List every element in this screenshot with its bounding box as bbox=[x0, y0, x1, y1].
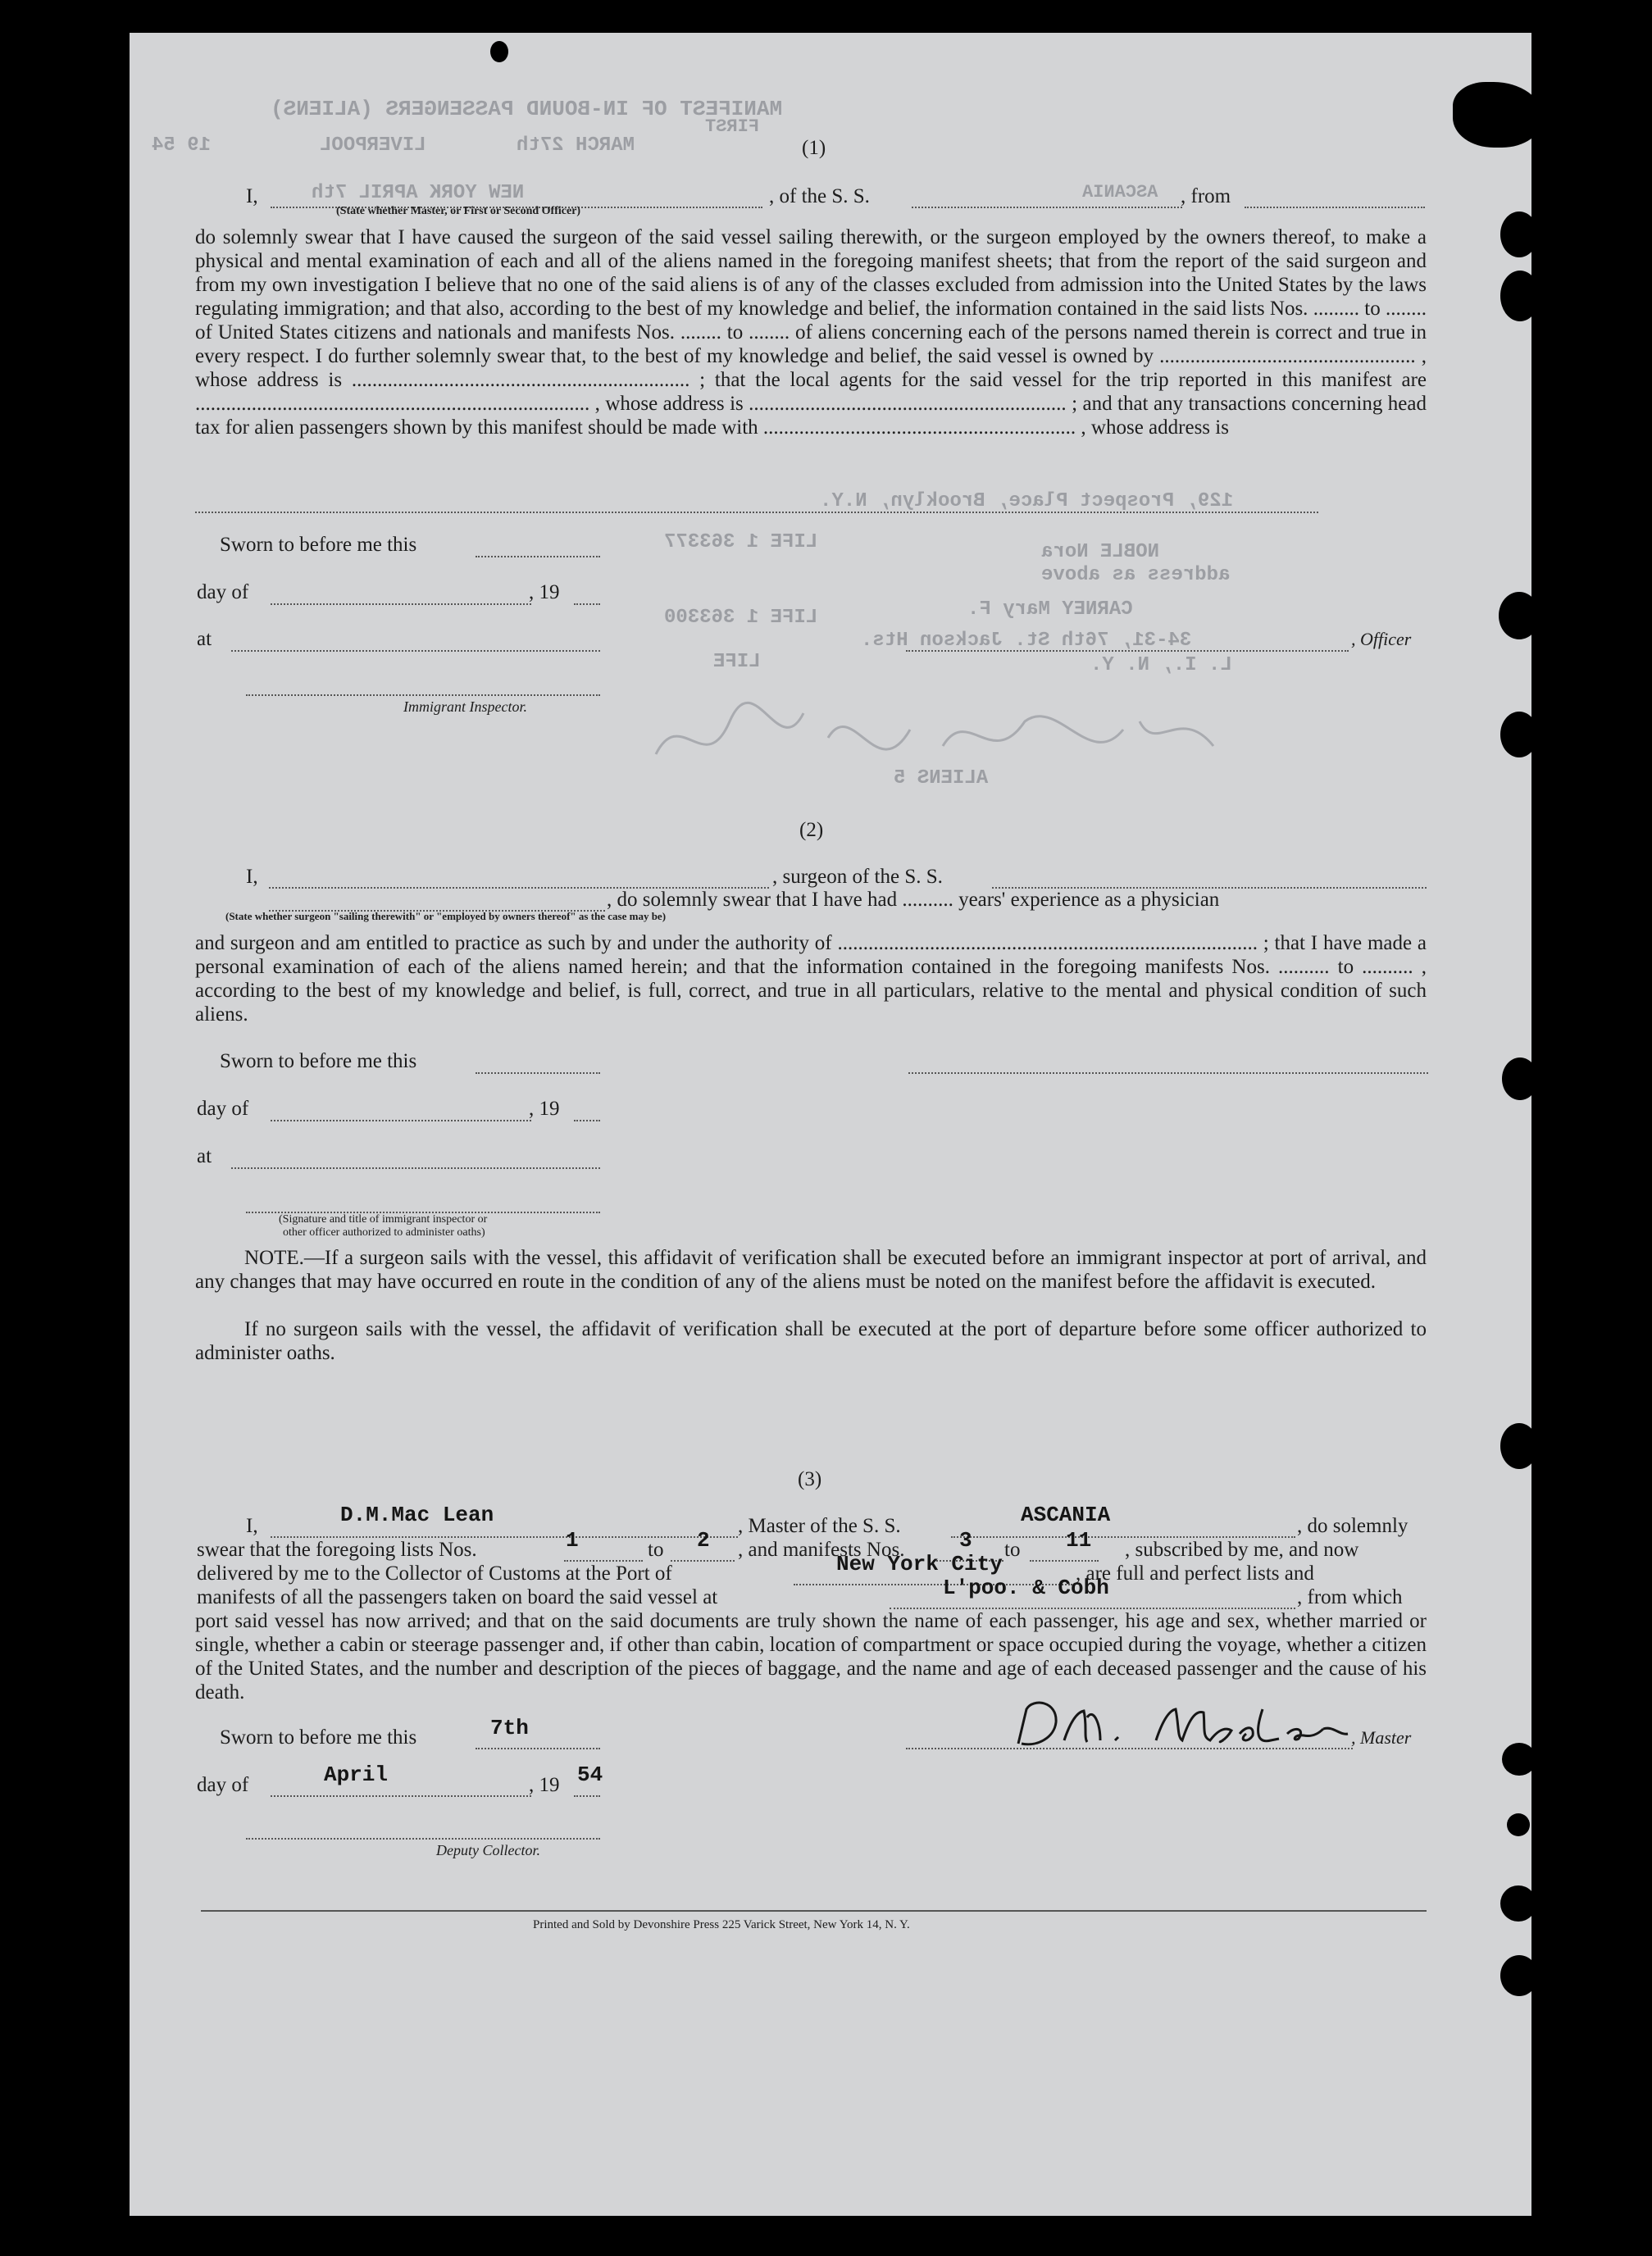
s3-master-name: D.M.Mac Lean bbox=[340, 1503, 494, 1527]
master-signature bbox=[1008, 1693, 1353, 1754]
s1-at-label: at bbox=[197, 628, 212, 650]
punch-hole bbox=[1502, 1743, 1536, 1776]
ghost-note-10: ALIENS 5 bbox=[894, 767, 989, 789]
s3-solemnly-label: , do solemnly bbox=[1297, 1515, 1409, 1537]
s3-year-label: , 19 bbox=[529, 1774, 560, 1796]
s1-officer-note: (State whether Master, or First or Second Officer) bbox=[336, 205, 581, 217]
punch-hole bbox=[1500, 271, 1540, 321]
punch-hole bbox=[1500, 712, 1538, 757]
s3-lists-from: 1 bbox=[566, 1528, 579, 1553]
punch-hole bbox=[1507, 1813, 1530, 1836]
s2-at-label: at bbox=[197, 1145, 212, 1167]
s3-lists-to: 2 bbox=[697, 1528, 710, 1553]
s2-oath-paragraph: and surgeon and am entitled to practice as such by and under the authority of .................................................................................. ; that I have made a personal examination of each of the aliens named herein; and that the information contained in the foregoing manifests Nos. .......... to .......... , according to the best of my knowledge and belief, is full, correct, and true in all particulars, relative to the mental and physical condition of such aliens. bbox=[195, 932, 1427, 1026]
ink-spot bbox=[490, 41, 508, 62]
s1-ghost-date: NEW YORK APRIL 7th bbox=[312, 182, 525, 204]
s2-note-paragraph-1: NOTE.—If a surgeon sails with the vessel, this affidavit of verification shall be executed before an immigrant inspector at port of arrival, and any changes that may have occurred en route in the condition of any of the aliens must be noted on the manifest before the affidavit is executed. bbox=[195, 1247, 1427, 1293]
ghost-header-1: MANIFEST OF IN-BOUND PASSENGERS (ALIENS) bbox=[271, 97, 783, 121]
s3-delivered-label: delivered by me to the Collector of Customs at the Port of bbox=[197, 1562, 672, 1585]
s3-lists-label: swear that the foregoing lists Nos. bbox=[197, 1539, 477, 1561]
s3-port-name: New York City bbox=[836, 1552, 1003, 1576]
s1-from-label: , from bbox=[1181, 185, 1231, 207]
ghost-header-2: FIRST bbox=[705, 116, 760, 137]
s1-sworn-label: Sworn to before me this bbox=[220, 534, 417, 556]
punch-hole bbox=[1499, 592, 1540, 639]
s3-sworn-day: 7th bbox=[490, 1716, 529, 1740]
s2-sworn-label: Sworn to before me this bbox=[220, 1050, 417, 1072]
s3-sworn-month: April bbox=[324, 1762, 389, 1787]
s1-oath-paragraph: do solemnly swear that I have caused the surgeon of the said vessel sailing therewith, or the surgeon employed by the owners thereof, to make a physical and mental examination of each and all of the aliens named in the foregoing manifest sheets; that from the report of the said surgeon and from my own investigation I believe that no one of the said aliens is of any of the classes excluded from admission into the United States by the laws regulating immigration; and that also, according to the best of my knowledge and belief, the information contained in the said lists Nos. ......... to ........ of United States citizens and nationals and manifests Nos. ........ to ........ of aliens concerning each of the persons named therein is correct and true in every respect. I do further solemnly swear that, to the best of my knowledge and belief, the said vessel is owned by .................................................. , whose address is .................................................................. ; that the local agents for the said vessel for the trip reported in this manifest are ............................................................................. , whose address is .............................................................. ; and that any transactions concerning head tax for alien passengers shown by this manifest should be made with ............................................................. , whose address is bbox=[195, 226, 1427, 439]
s3-deputy-label: Deputy Collector. bbox=[436, 1842, 540, 1858]
s3-i-label: I, bbox=[246, 1515, 258, 1537]
ghost-note-9: LIFE bbox=[713, 651, 761, 673]
s2-surgeon-note: (State whether surgeon "sailing therewith" or "employed by owners thereof" as the case may be) bbox=[225, 910, 667, 922]
s1-day-label: day of bbox=[197, 581, 249, 603]
s3-ship-name: ASCANIA bbox=[1021, 1503, 1111, 1527]
punch-hole bbox=[1500, 1423, 1538, 1469]
s3-manifests-to: 11 bbox=[1066, 1528, 1092, 1553]
s2-year-label: , 19 bbox=[529, 1098, 560, 1120]
s3-from-which-label: , from which bbox=[1297, 1586, 1403, 1608]
s1-of-ss-label: , of the S. S. bbox=[769, 185, 870, 207]
footer-rule bbox=[201, 1910, 1427, 1912]
s3-subscribed-label: , subscribed by me, and now bbox=[1125, 1539, 1359, 1561]
s3-departure-port: L'poo. & Cobh bbox=[943, 1576, 1109, 1600]
punch-hole bbox=[1502, 1058, 1538, 1100]
punch-hole bbox=[1500, 212, 1538, 257]
s3-manifests-from: 3 bbox=[959, 1528, 972, 1553]
s3-manifests-all-label: manifests of all the passengers taken on board the said vessel at bbox=[197, 1586, 718, 1608]
s2-i-label: I, bbox=[246, 866, 258, 888]
s2-surgeon-label: , surgeon of the S. S. bbox=[772, 866, 943, 888]
ghost-note-7: 34-31, 76th St. Jackson Hts. bbox=[861, 630, 1192, 652]
s2-sig-note-1: (Signature and title of immigrant inspector or bbox=[279, 1213, 488, 1226]
s1-ghost-ship: ASCANIA bbox=[1082, 182, 1158, 202]
s2-sig-note-2: other officer authorized to administer oaths) bbox=[283, 1226, 485, 1239]
s3-day-label: day of bbox=[197, 1774, 249, 1796]
s3-to-label-2: to bbox=[1004, 1539, 1021, 1561]
ghost-note-8: L. I., N. Y. bbox=[1090, 654, 1232, 676]
s2-experience-line: , do solemnly swear that I have had .......... years' experience as a physician bbox=[607, 889, 1220, 911]
ghost-note-6: CARNEY Mary F. bbox=[967, 598, 1133, 621]
s3-master-of-label: , Master of the S. S. bbox=[738, 1515, 901, 1537]
s1-year-label: , 19 bbox=[529, 581, 560, 603]
footer-printer: Printed and Sold by Devonshire Press 225 Varick Street, New York 14, N. Y. bbox=[533, 1918, 910, 1931]
punch-hole bbox=[1500, 1885, 1536, 1922]
s1-officer-label: , Officer bbox=[1351, 629, 1412, 649]
s2-note-paragraph-2: If no surgeon sails with the vessel, the affidavit of verification shall be executed at the port of departure before some officer authorized to administer oaths. bbox=[195, 1318, 1427, 1364]
s3-to-label-1: to bbox=[648, 1539, 664, 1561]
ghost-note-5: LIFE 1 363300 bbox=[664, 607, 818, 629]
section2-number: (2) bbox=[799, 819, 824, 841]
section3-number: (3) bbox=[798, 1468, 822, 1490]
ghost-header-3: LIVERPOOL bbox=[320, 134, 426, 157]
ghost-note-1: 129, Prospect Place, Brooklyn, N.Y. bbox=[820, 490, 1234, 512]
ghost-note-2: LIFE 1 363377 bbox=[664, 531, 818, 553]
s3-oath-paragraph: port said vessel has now arrived; and that on the said documents are truly shown the name of each passenger, his age and sex, whether married or single, whether a cabin or steerage passenger and, if other than cabin, location of compartment or space occupied during the voyage, whether a citizen of the United States, and the number and description of the pieces of baggage, and the name and age of each deceased passenger and the cause of his death. bbox=[195, 1610, 1427, 1703]
ghost-note-3: NOBLE Nora bbox=[1041, 541, 1160, 563]
s2-day-label: day of bbox=[197, 1098, 249, 1120]
ghost-note-4: address as above bbox=[1041, 564, 1231, 586]
ghost-signature-scribble bbox=[648, 689, 1222, 795]
s1-inspector-label: Immigrant Inspector. bbox=[403, 698, 527, 715]
s3-full-perfect-label: , are full and perfect lists and bbox=[1076, 1562, 1314, 1585]
ghost-header-5: 19 54 bbox=[152, 134, 212, 157]
ghost-header-4: MARCH 27th bbox=[517, 134, 635, 157]
s1-i-label: I, bbox=[246, 185, 258, 207]
s3-sworn-label: Sworn to before me this bbox=[220, 1726, 417, 1749]
punch-hole bbox=[1500, 1955, 1538, 1996]
s3-manifests-label: , and manifests Nos. bbox=[738, 1539, 905, 1561]
section1-number: (1) bbox=[802, 137, 826, 159]
s3-master-label: , Master bbox=[1351, 1727, 1412, 1748]
s3-sworn-year: 54 bbox=[577, 1762, 603, 1787]
